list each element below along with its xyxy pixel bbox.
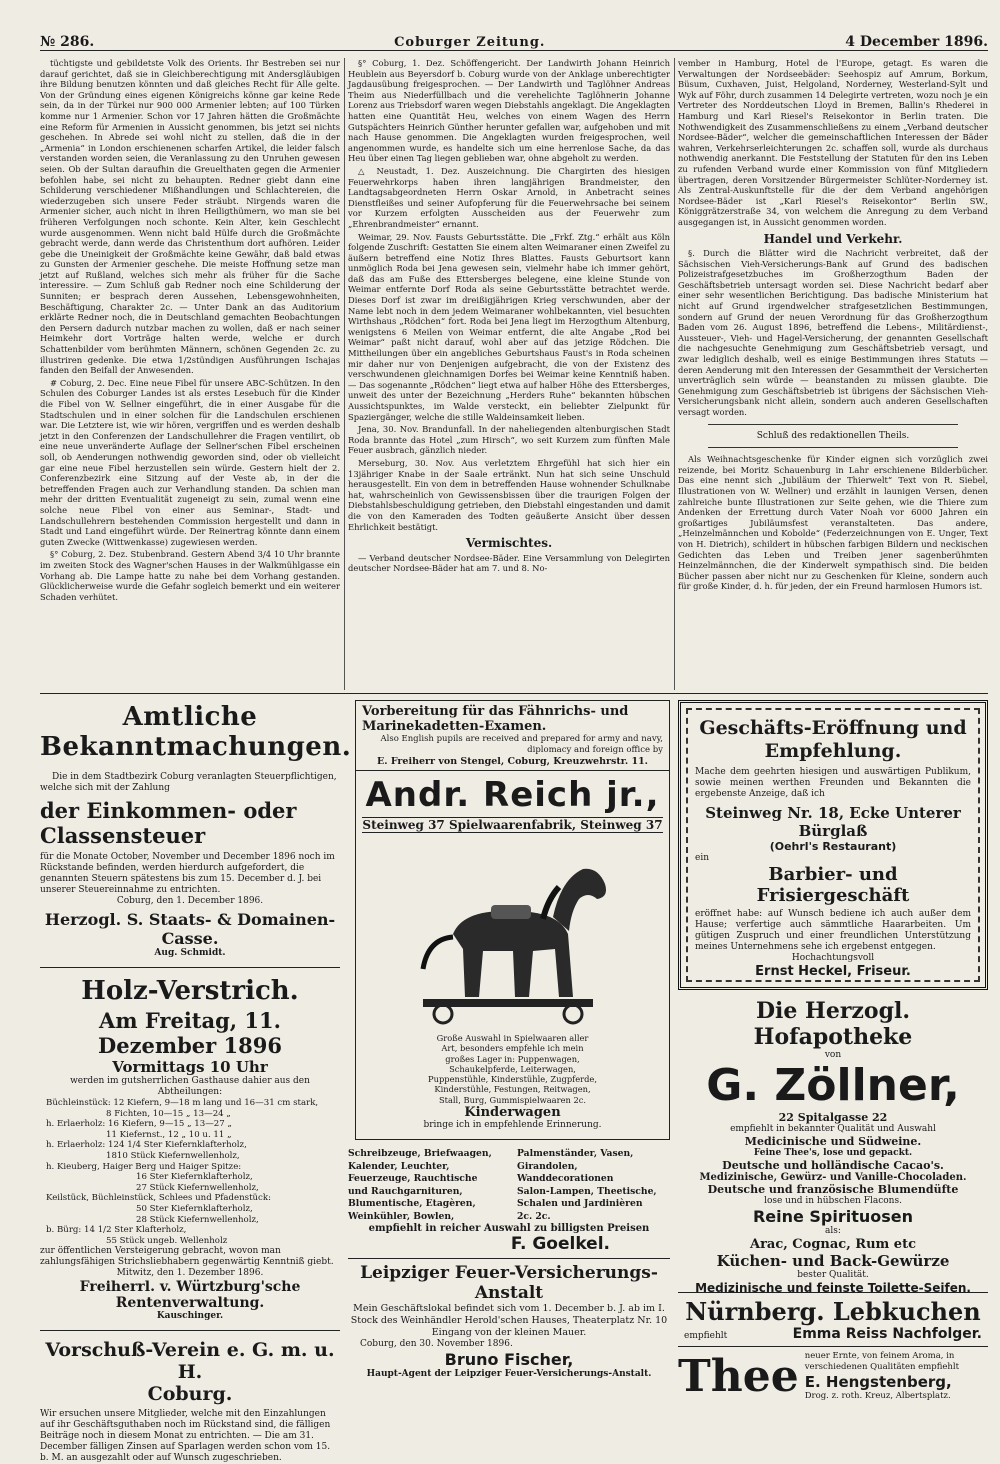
goods-item: Palmenständer, Vasen, bbox=[517, 1148, 634, 1159]
timber-line: 16 Ster Kiefernklafterholz, bbox=[136, 1172, 253, 1183]
article-paragraph: §. Durch die Blätter wird die Nachricht verbreitet, daß der Sächsischen Vieh-Versicherungs-Bank auf Grund des badischen Polizeistrafgesetzbuches im Großherzogthum Baden der Geschäftsbetrieb untersagt worden sei. Diese Nachricht bedarf aber einer sehr wesentlichen Berichtigung. Das badische Ministerium hat nicht auf Grund irgendwelcher strafgesetzlichen Bestimmungen, sondern auf Grund der neuen Verordnung für das Großherzogthum Baden vom 26. August 1896, betreffend die Lebens-, Militärdienst-, Aussteuer-, Vieh- und Hagel-Versicherung, der genannten Gesellschaft die nachgesuchte Genehmigung zum Geschäftsbetrieb versagt, und zwar lediglich deshalb, weil es einige Bestimmungen ihres Statuts — deren Aenderung mit den Interessen der Gesammtheit der Versicherten unverträglich sein würde — beanstanden zu müssen glaubte. Die Genehmigung zum Geschäftsbetrieb ist übrigens der Sächsischen Vieh-Versicherungsbank nicht allein, sondern auch anderen Gesellschaften versagt worden. bbox=[678, 248, 988, 417]
gingerbread-title: Nürnberg. Lebkuchen bbox=[685, 1297, 981, 1326]
divider bbox=[708, 447, 958, 448]
pharmacy-line: als: bbox=[825, 1226, 841, 1236]
toy-shop-ad bbox=[355, 700, 670, 1140]
issue-number: № 286. bbox=[40, 34, 95, 50]
ornamental-frame bbox=[678, 700, 988, 990]
insurance-agent: Bruno Fischer, bbox=[444, 1350, 574, 1369]
timber-line: 50 Ster Kiefernklafterholz, bbox=[136, 1203, 253, 1214]
goods-shop-name: F. Goelkel. bbox=[510, 1234, 610, 1254]
notice-date: Coburg, den 1. December 1896. bbox=[116, 896, 264, 906]
barber-text: eröffnet habe: auf Wunsch bediene ich auch außer dem Hause; verfertige auch sämmtliche Haararbeiten. Um gütigen Zuspruch und einer freundlichen Unterstützung meines Unternehmens sehe ich ergebenst entgegen. bbox=[695, 909, 971, 952]
article-paragraph: Merseburg, 30. Nov. Aus verletztem Ehrgefühl hat sich hier ein 13jähriger Knabe in der Saale ertränkt. Nun hat sich seine Unschuld herausgestellt. Ein von dem in betreffenden Hause wohnender Schulknabe hat, wahrscheinlich von Gewissensbissen über die traurigen Folgen der Diebstahlsbeschuldigung getrieben, den Diebstahl eingestanden und damit die von den Kameraden des Todten geäußerte Ansicht über dessen Ehrlichkeit bestätigt. bbox=[348, 457, 670, 532]
timber-line: 27 Stück Kiefernwellenholz, bbox=[136, 1182, 259, 1193]
page-header bbox=[40, 28, 988, 51]
divider bbox=[40, 967, 340, 968]
timber-line: b. Bürg: 14 1/2 Ster Klafterholz, bbox=[46, 1225, 187, 1236]
section-heading: Vermischtes. bbox=[465, 536, 553, 551]
divider bbox=[678, 1346, 988, 1347]
barber-intro: Mache dem geehrten hiesigen und auswärtigen Publikum, sowie meinen werthen Freunden und Bekannten die ergebenste Anzeige, daß ich bbox=[695, 767, 971, 799]
barber-landmark: (Oehrl's Restaurant) bbox=[769, 840, 897, 853]
pharmacy-line: Medicinische und Südweine. bbox=[744, 1135, 922, 1148]
barber-ad bbox=[678, 700, 988, 990]
goods-list bbox=[348, 1148, 670, 1223]
loan-society-title: Vorschuß-Verein e. G. m. u. H. bbox=[45, 1339, 335, 1384]
timber-auction-title: Holz-Verstrich. bbox=[81, 976, 299, 1006]
goods-item: und Rauchgarnituren, bbox=[348, 1185, 463, 1197]
timber-line: 11 Kiefernst., 12 „ 10 u. 11 „ bbox=[106, 1129, 232, 1140]
barber-title: Geschäfts-Eröffnung und Empfehlung. bbox=[699, 717, 967, 762]
auction-time: Vormittags 10 Uhr bbox=[112, 1058, 268, 1076]
exam-prep-title: Vorbereitung für das Fähnrichs- und Marinekadetten-Examen. bbox=[362, 704, 629, 734]
goods-item: Kalender, Leuchter, bbox=[348, 1160, 450, 1172]
gingerbread-recommend: empfiehlt bbox=[684, 1331, 728, 1341]
issue-date: 4 December 1896. bbox=[845, 34, 988, 50]
exam-prep-note: Also English pupils are received and prepared for army and navy, diplomacy and foreign office by bbox=[380, 734, 663, 755]
loan-society-city: Coburg. bbox=[147, 1383, 233, 1406]
pharmacy-line: Medizinische, Gewürz- und Vanille-Chocoladen. bbox=[699, 1172, 967, 1183]
pharmacy-line: Küchen- und Back-Gewürze bbox=[716, 1252, 950, 1270]
article-paragraph: Jena, 30. Nov. Brandunfall. In der naheliegenden altenburgischen Stadt Roda brannte das Hotel „zum Hirsch“, wo seit Kurzem zum fünften Male Feuer ausbrach, gänzlich nieder. bbox=[348, 424, 670, 456]
pharmacy-line: lose und in hübschen Flacons. bbox=[764, 1196, 902, 1206]
goods-item: Girandolen, bbox=[517, 1160, 578, 1172]
timber-line: h. Erlaerholz: 16 Kiefern, 9—15 „ 13—27 „ bbox=[46, 1119, 232, 1130]
timber-line: h. Erlaerholz: 124 1/4 Ster Kiefernklafterholz, bbox=[46, 1140, 247, 1151]
divider bbox=[708, 424, 958, 425]
article-paragraph: # Coburg, 2. Dec. Eine neue Fibel für unsere ABC-Schützen. In den Schulen des Coburger Landes ist als erstes Lesebuch für die Kinder die Fibel von W. Sellner eingeführt, die in einer Ausgabe für die Stadtschulen und in einer solchen für die Landschulen erschienen war. Die Letztere ist, wie wir hören, vergriffen und es werden deshalb jetzt in den Conferenzen der Landschullehrer die Fragen ventilirt, ob eine neue unveränderte Auflage der Sellner'schen Fibel erscheinen soll, ob Aenderungen nothwendig geworden sind, oder ob vielleicht gar eine neue Fibel herzustellen sein würde. Gestern hielt der 2. Conferenzbezirk eine Sitzung auf der Veste ab, in der die betreffenden Fragen auch zur Verhandlung standen. Da schien man mehr der dritten Eventualität zugeneigt zu sein, zumal wenn eine solche neue Fibel von einer aus Seminar-, Stadt- und Landschullehrern bestehenden Commission hergestellt und dann in Stadt und Land eingeführt würde. Der Reinertrag könnte dann einem guten Zwecke (Wittwenkasse) zugewiesen werden. bbox=[40, 377, 340, 547]
barber-signature: Ernst Heckel, Friseur. bbox=[755, 964, 911, 979]
auction-date: Am Freitag, 11. Dezember 1896 bbox=[98, 1008, 282, 1058]
pharmacy-line: empfiehlt in bekannter Qualität und Auswahl bbox=[730, 1124, 936, 1134]
tea-shop-address: Drog. z. roth. Kreuz, Albertsplatz. bbox=[804, 1391, 951, 1401]
timber-line: Keilstück, Büchleinstück, Schlees und Pfadenstück: bbox=[46, 1193, 271, 1204]
pram-heading: Kinderwagen bbox=[464, 1105, 561, 1121]
goods-cta: empfiehlt in reicher Auswahl zu billigsten Preisen bbox=[368, 1223, 650, 1234]
toy-shop-name: Andr. Reich jr., bbox=[365, 775, 660, 815]
notices-title: Amtliche Bekanntmachungen. bbox=[40, 702, 352, 762]
gingerbread-seller: Emma Reiss Nachfolger. bbox=[792, 1326, 982, 1342]
ads-divider bbox=[40, 693, 988, 694]
barber-regards: Hochachtungsvoll bbox=[791, 953, 875, 963]
timber-list bbox=[40, 1098, 340, 1246]
pharmacy-ad bbox=[678, 998, 988, 1295]
newspaper-title: Coburger Zeitung. bbox=[394, 35, 546, 50]
timber-line: h. Kieuberg, Haiger Berg und Haiger Spitze: bbox=[46, 1161, 242, 1172]
exam-prep-teacher: E. Freiherr von Stengel, Coburg, Kreuzwehrstr. 11. bbox=[376, 756, 648, 767]
auction-intro: werden im gutsherrlichen Gasthause dahier aus den Abtheilungen: bbox=[70, 1076, 310, 1097]
divider bbox=[40, 1330, 340, 1331]
pharmacy-line: Reine Spirituosen bbox=[752, 1207, 914, 1226]
section-heading: Handel und Verkehr. bbox=[763, 231, 903, 246]
goods-and-insurance-ads bbox=[348, 1148, 670, 1430]
tea-heading: Thee bbox=[678, 1350, 799, 1402]
goods-item: Schreibzeuge, Briefwaagen, bbox=[348, 1148, 492, 1159]
goods-item: Weinkühler, Bowlen, bbox=[348, 1210, 455, 1222]
divider bbox=[348, 1258, 670, 1259]
gingerbread-tea-ad bbox=[678, 1292, 988, 1432]
editorial-end: Schluß des redaktionellen Theils. bbox=[756, 430, 910, 441]
notice-office: Herzogl. S. Staats- & Domainen-Casse. bbox=[44, 910, 336, 948]
pharmacy-address: 22 Spitalgasse 22 bbox=[778, 1111, 888, 1124]
goods-item: 2c. 2c. bbox=[517, 1210, 551, 1222]
pharmacy-line: Medizinische und feinste Toilette-Seifen. bbox=[695, 1281, 971, 1295]
pharmacy-line: Deutsche und französische Blumendüfte bbox=[707, 1183, 959, 1196]
goods-item: Blumentische, Etagèren, bbox=[348, 1198, 476, 1209]
goods-item: Schalen und Jardinièren bbox=[517, 1198, 643, 1209]
notice-signature: Aug. Schmidt. bbox=[154, 948, 226, 958]
pram-note: bringe ich in empfehlende Erinnerung. bbox=[423, 1120, 602, 1131]
divider bbox=[678, 1292, 988, 1293]
tax-heading: der Einkommen- oder Classensteuer bbox=[40, 798, 297, 848]
article-paragraph: — Verband deutscher Nordsee-Bäder. Eine Versammlung von Delegirten deutscher Nordsee-Bäder hat am 7. und 8. No- bbox=[348, 552, 670, 574]
insurance-body: Mein Geschäftslokal befindet sich vom 1. December b. J. ab im I. Stock des Weinhändler Herold'schen Hauses, Theaterplatz Nr. 10 Eingang von der kleinen Mauer. bbox=[350, 1303, 668, 1338]
timber-line: Büchleinstück: 12 Kiefern, 9—18 m lang und 16—31 cm stark, bbox=[46, 1098, 319, 1108]
timber-line: 1810 Stück Kiefernwellenholz, bbox=[106, 1150, 240, 1161]
rocking-horse-icon bbox=[383, 839, 643, 1029]
pharmacy-owner: G. Zöllner, bbox=[706, 1060, 960, 1111]
article-paragraph: Als Weihnachtsgeschenke für Kinder eignen sich vorzüglich zwei reizende, bei Moritz Schauenburg in Lahr erschienene Bilderbücher. Das eine nennt sich „Jubiläum der Thierwelt“ Text von R. Siebel, Illustrationen von W. Wellner) und erzählt in launigen Versen, denen zahlreiche bunte Illustrationen zur Seite gehen, wie die Thiere zum Andenken der Errettung durch Vater Noah vor 6000 Jahren ein großartiges Jubiläumsfest veranstalteten. Das andere, „Heinzelmännchen und Kobolde“ (Federzeichnungen von E. Unger, Text von H. Dietrich), schildert in hübschen farbigen Bildern und neckischen Gedichten das Leben und Treiben jener sagenberühmten Heinzelmännchen, die der Kinderwelt sympathisch sind. Die beiden Bücher passen aber nicht nur zu Geschenken für Kleine, sondern auch für große Kinder, d. h. für jeden, der ein Freund harmlosen Humors ist. bbox=[678, 454, 988, 592]
pharmacy-line: Arac, Cognac, Rum etc bbox=[749, 1237, 916, 1252]
notice-intro: Die in dem Stadtbezirk Coburg veranlagten Steuerpflichtigen, welche sich mit der Zahlung bbox=[40, 772, 337, 793]
toy-shop-address: Steinweg 37 Spielwaarenfabrik, Steinweg 37 bbox=[362, 818, 663, 832]
tea-shop: E. Hengstenberg, bbox=[804, 1373, 952, 1391]
toy-stock-list: Große Auswahl in Spielwaaren aller Art, besonders empfehle ich mein großes Lager in: Puppenwagen, Schaukelpferde, Leiterwagen, Puppenstühle, Kinderstühle, Zugpferde, Kinderstühle, Festungen, Reitwagen, Stall, Burg, Gummispielwaaren 2c. bbox=[428, 1033, 597, 1105]
pharmacy-line: bester Qualität. bbox=[797, 1270, 869, 1280]
timber-line: 55 Stück ungeb. Wellenholz bbox=[106, 1235, 228, 1246]
auction-tail: zur öffentlichen Versteigerung gebracht, wovon man zahlungsfähigen Strichsliebhabern gegenwärtig Kenntniß giebt. bbox=[40, 1246, 334, 1268]
article-column-1 bbox=[40, 58, 340, 690]
column-divider bbox=[674, 58, 675, 690]
pharmacy-title: Die Herzogl. Hofapotheke bbox=[753, 998, 913, 1050]
article-paragraph: △ Neustadt, 1. Dez. Auszeichnung. Die Chargirten des hiesigen Feuerwehrkorps haben ihren langjährigen Brandmeister, den Landtagsabgeordneten Herrn Oskar Arnold, in Anbetracht seines Dienstfleißes und seiner Aufopferung für die Feuerwehrsache bei seinem vor Kurzem erfolgten Ausscheiden aus der Feuerwehr zum „Ehrenbrandmeister“ ernannt. bbox=[348, 165, 670, 229]
official-notices bbox=[40, 700, 352, 1464]
column-divider bbox=[344, 58, 345, 690]
article-paragraph: vember in Hamburg, Hotel de l'Europe, getagt. Es waren die Verwaltungen der Nordseebäder: Seehospiz auf Amrum, Borkum, Büsum, Cuxhaven, Juist, Helgoland, Norderney, Westerland-Sylt und Wyk auf Föhr, durch zusammen 14 Delegirte vertreten, wozu noch je ein Vertreter des Norddeutschen Lloyd in Bremen, Ballin's Rhederei in Hamburg und Karl Riesel's Reisekontor in Berlin traten. Die Nothwendigkeit des Zusammenschließens zu einem „Verband deutscher Nordsee-Bäder“, welcher die gemeinschaftlichen Interessen der Bäder wahren, Verkehrserleichterungen 2c. schaffen soll, wurde als durchaus nothwendig anerkannt. Die Feststellung der Statuten für den ins Leben zu rufenden Verband wurde einer Kommission von fünf Mitgliedern übertragen, deren Vorsitzender Bürgermeister Schlüter-Norderney ist. Als Zentral-Auskunftstelle für die der dem Verband angehörigen Nordsee-Bäder ist „Karl Riesel's Reisekontor“ Berlin SW., Königgrätzerstraße 34, von welchem die Anregung zu dem Verband ausgegangen ist, in Aussicht genommen worden. bbox=[678, 58, 988, 227]
article-column-3 bbox=[678, 58, 988, 690]
article-paragraph: tüchtigste und gebildetste Volk des Orients. Ihr Bestreben sei nur darauf gerichtet, daß sie in Gleichberechtigung mit Andersgläubigen ihre Bildung benutzen könnten und daß gleiches Recht für Alle gelte. Von der Gründung eines eigenen Königreichs könne gar keine Rede sein, da in der Türkei nur 900 000 Armenier lebten; auf 100 Türken komme nur 1 Armenier. Schon vor 17 Jahren hätten die Großmächte eine Reform für Armenien in Aussicht genommen, bis jetzt sei nichts geschehen. In Abrede sei wohl nicht zu stellen, daß die in der „Armenia“ in London erschienenen scharfen Artikel, die leider falsch verstanden worden seien, die Veranlassung zu den Unruhen gewesen seien. Ob der Sultan daraufhin die Greuelthaten gegen die Armenier befohlen habe, sei nicht zu behaupten. Redner giebt dann eine Schilderung verschiedener Mißhandlungen und Schlachtereien, die wiederzugeben sich unsere Feder sträubt. Nirgends waren die Armenier sicher, auch nicht in ihren Heiligthümern, wo man sie bei früheren Verfolgungen noch schonte. Kein Alter, kein Geschlecht wurde ausgenommen. Wenn nicht bald Hülfe durch die Großmächte gebracht werde, dann werde das Christenthum dort aufhören. Leider gebe die Uneinigkeit der Großmächte keine Gewähr, daß bald etwas zu Gunsten der Armenier geschehe. Die meiste Hoffnung setze man jetzt auf Rußland, welches sich mehr als früher für die Sache interessire. — Zum Schluß gab Redner noch eine Schilderung der Sunniten; er besprach deren Aussehen, Lebensgewohnheiten, Beschäftigung, Charakter 2c. — Unter Dank an das Auditorium erklärte Redner noch, die in Deutschland gemachten Beobachtungen den Persern dadurch nutzbar machen zu wollen, daß er nach seiner Heimkehr dort Vorträge halten werde, welche er durch Schattenbilder vom berühmten Männern, schönen Gegenden 2c. zu illustriren gedenke. Die etwa 1/2stündigen Ausführungen Ischajas fanden den Beifall der Anwesenden. bbox=[40, 58, 340, 376]
auction-signature: Kauschinger. bbox=[156, 1311, 224, 1322]
barber-connector: ein bbox=[695, 853, 710, 863]
barber-business: Barbier- und Frisiergeschäft bbox=[756, 864, 910, 906]
article-column-2 bbox=[348, 58, 670, 690]
pharmacy-line: Deutsche und holländische Cacao's. bbox=[722, 1159, 944, 1172]
tea-description: neuer Ernte, von feinem Aroma, in verschiedenen Qualitäten empfiehlt bbox=[804, 1351, 960, 1372]
insurance-date: Coburg, den 30. November 1896. bbox=[360, 1339, 513, 1349]
timber-line: 28 Stück Kiefernwellenholz, bbox=[136, 1214, 259, 1225]
article-paragraph: Weimar, 29. Nov. Fausts Geburtsstätte. Die „Frkf. Ztg.“ erhält aus Köln folgende Zuschrift: Gestatten Sie einem alten Weimaraner einen Zweifel zu äußern betreffend eine Notiz Ihres Blattes. Fausts Geburtsort kann unmöglich Roda bei Jena gewesen sein, vielmehr habe ich immer gehört, daß das am Fuße des Ettersberges belegene, eine kleine Stunde von Weimar entfernte Dorf Roda als seine Geburtsstätte betrachtet werde. Dieses Dorf ist zwar im dreißigjährigen Krieg verschwunden, aber der Name lebt noch in dem jedem Weimaraner wohlbekannten, viel besuchten Wirthshaus „Rödchen“ fort. Roda bei Jena liegt im Herzogthum Altenburg, wenigstens 6 Meilen von Weimar entfernt, die alte Angabe „Rod bei Weimar“ paßt nicht darauf, wohl aber auf das jetzige Rödchen. Die Mittheilungen über ein angebliches Geburtshaus Faust's in Roda scheinen mir daher nur von Denjenigen aufgebracht, die von der Existenz des verschwundenen gleichnamigen Dorfes bei Weimar keine Kenntniß haben. — Das sogenannte „Rödchen“ liegt etwa auf halber Höhe des Ettersberges, unweit des unter der Bezeichnung „Herders Ruhe“ bekannten hübschen Aussichtspunktes, im Walde versteckt, ein beliebter Zielpunkt für Spaziergänger, welche die stille Waldeinsamkeit lieben. bbox=[348, 231, 670, 422]
article-paragraph: §° Coburg, 2. Dez. Stubenbrand. Gestern Abend 3/4 10 Uhr brannte im zweiten Stock des Wagner'schen Hauses in der Walkmühlgasse ein Vorhang ab. Die Lampe hatte zu nahe bei dem Vorhang gestanden. Glücklicherweise wurde die Gefahr sogleich bemerkt und ein weiterer Schaden verhütet. bbox=[40, 549, 340, 602]
pharmacy-line: Feine Thee's, lose und gepackt. bbox=[753, 1148, 913, 1158]
timber-line: 8 Fichten, 10—15 „ 13—24 „ bbox=[106, 1108, 231, 1119]
notice-body: für die Monate October, November und December 1896 noch im Rückstande befinden, werden hierdurch aufgefordert, die genannten Steuern spätestens bis zum 15. December d. J. bei unserer Steuereinnahme zu entrichten. bbox=[40, 852, 335, 895]
goods-item: Salon-Lampen, Theetische, bbox=[517, 1185, 657, 1197]
article-paragraph: §° Coburg, 1. Dez. Schöffengericht. Der Landwirth Johann Heinrich Heublein aus Beyersdorf b. Coburg wurde von der Anklage unberechtigter Jagdausübung freigesprochen. — Der Landwirth und Taglöhner Andreas Theim aus Niederfüllbach und die verehelichte Taglöhnerin Johanne Lorenz aus Triebsdorf waren wegen Diebstahls angeklagt. Die Angeklagten hatten eine Quantität Heu, welches von einem Wagen des Herrn Gutspächters Heinrich Günther herunter gefallen war, aufgehoben und mit nach Hause genommen. Die Angeklagten wurden freigesprochen, weil angenommen wurde, es handelte sich um eine herrenlose Sache, da das Heu über einen Tag liegen geblieben war, ohne abgeholt zu werden. bbox=[348, 58, 670, 164]
insurance-agent-role: Haupt-Agent der Leipziger Feuer-Versicherungs-Anstalt. bbox=[366, 1369, 652, 1379]
auction-place-date: Mitwitz, den 1. Dezember 1896. bbox=[116, 1268, 264, 1279]
loan-society-body: Wir ersuchen unsere Mitglieder, welche mit den Einzahlungen auf ihr Geschäftsguthaben noch im Rückstand sind, die fälligen Beiträge noch in diesem Monat zu entrichten. — Die am 31. December fälligen Zinsen auf Sparlagen werden schon vom 15. b. M. an ausgezahlt oder auf Wunsch zugeschrieben. bbox=[40, 1409, 331, 1464]
goods-item: Wanddecorationen bbox=[517, 1173, 614, 1184]
barber-address: Steinweg Nr. 18, Ecke Unterer Bürglaß bbox=[705, 804, 961, 840]
auction-org: Freiherrl. v. Würtzburg'sche Rentenverwaltung. bbox=[79, 1279, 301, 1312]
goods-item: Feuerzeuge, Rauchtische bbox=[348, 1173, 478, 1184]
pharmacy-by: von bbox=[824, 1050, 842, 1060]
insurance-title: Leipziger Feuer-Versicherungs-Anstalt bbox=[360, 1263, 658, 1303]
